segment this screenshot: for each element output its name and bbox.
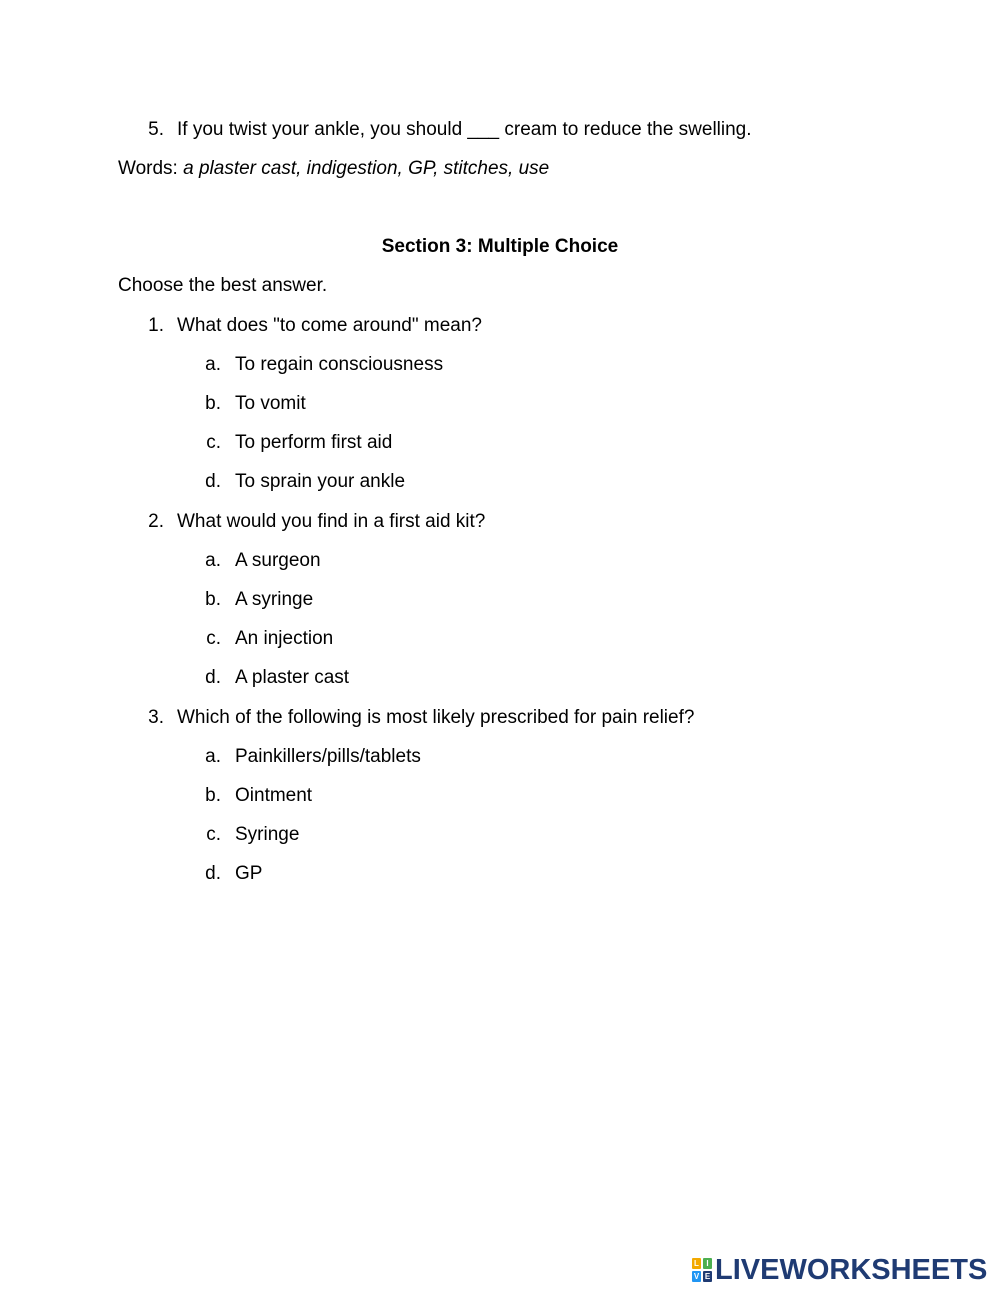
option-text: A surgeon bbox=[235, 550, 321, 571]
option-text: GP bbox=[235, 863, 263, 884]
option-text: A plaster cast bbox=[235, 667, 350, 688]
option-letter: b. bbox=[205, 589, 221, 610]
item-text: If you twist your ankle, you should ___ cream to reduce the swelling. bbox=[177, 119, 752, 140]
option-text: Painkillers/pills/tablets bbox=[235, 746, 421, 767]
option-text: To vomit bbox=[235, 393, 306, 414]
word-bank-list: a plaster cast, indigestion, GP, stitches, use bbox=[183, 158, 550, 179]
option-letter: d. bbox=[205, 471, 221, 492]
option-text: Ointment bbox=[235, 785, 313, 806]
option-letter: a. bbox=[205, 746, 221, 767]
item-number: 5. bbox=[148, 119, 164, 140]
question-text: What would you find in a first aid kit? bbox=[177, 511, 486, 532]
liveworksheets-logo[interactable] bbox=[692, 1256, 987, 1284]
question-text: What does "to come around" mean? bbox=[177, 315, 482, 336]
option-letter: c. bbox=[206, 628, 221, 649]
option-letter: c. bbox=[206, 432, 221, 453]
word-bank bbox=[118, 157, 549, 181]
option-letter: b. bbox=[205, 393, 221, 414]
logo-mark-icon bbox=[692, 1258, 712, 1282]
logo-mark-cell: L bbox=[692, 1258, 701, 1269]
option-text: To sprain your ankle bbox=[235, 471, 406, 492]
option-letter: d. bbox=[205, 863, 221, 884]
question-number: 3. bbox=[148, 707, 164, 728]
option-text: To perform first aid bbox=[235, 432, 393, 453]
option-letter: a. bbox=[205, 550, 221, 571]
option-text: To regain consciousness bbox=[235, 354, 444, 375]
logo-text: LIVEWORKSHEETS bbox=[715, 1254, 988, 1286]
option-text: Syringe bbox=[235, 824, 300, 845]
option-letter: b. bbox=[205, 785, 221, 806]
section-title: Section 3: Multiple Choice bbox=[381, 236, 619, 257]
logo-mark-cell: E bbox=[704, 1272, 711, 1281]
option-letter: c. bbox=[206, 824, 221, 845]
option-text: An injection bbox=[235, 628, 334, 649]
question-text: Which of the following is most likely prescribed for pain relief? bbox=[177, 707, 695, 728]
option-letter: a. bbox=[205, 354, 221, 375]
logo-mark-cell: V bbox=[693, 1272, 700, 1281]
logo-mark-cell: I bbox=[703, 1258, 712, 1269]
option-text: A syringe bbox=[235, 589, 314, 610]
question-number: 2. bbox=[148, 511, 164, 532]
word-bank-label: Words: bbox=[118, 158, 178, 179]
option-letter: d. bbox=[205, 667, 221, 688]
section-instruction: Choose the best answer. bbox=[118, 275, 328, 296]
question-number: 1. bbox=[148, 315, 164, 336]
